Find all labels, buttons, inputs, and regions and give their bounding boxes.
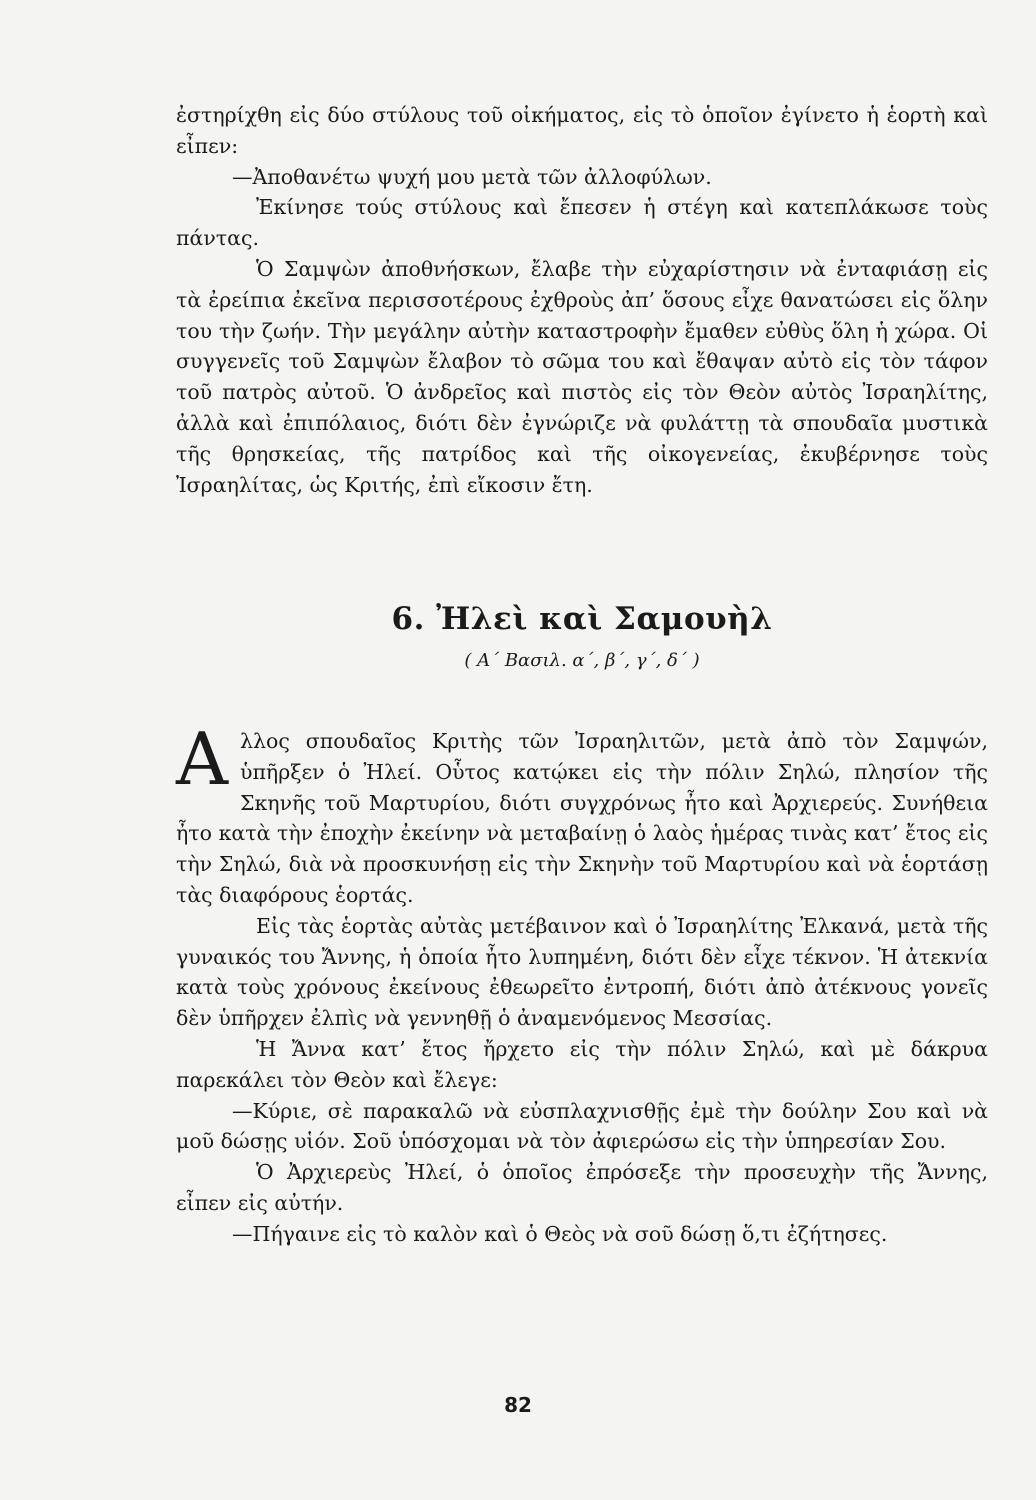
- previous-section-text: [176, 100, 988, 500]
- opening-paragraph-text: λλος σπουδαῖος Κριτὴς τῶν Ἰσραηλιτῶν, μετὰ ἀπὸ τὸν Σαμψών, ὑπῆρξεν ὁ Ἠλεί. Οὗτος κατῴκει εἰς τὴν πόλιν Σηλώ, πλησίον τῆς Σκηνῆς τοῦ Μαρτυρίου, διότι συγχρόνως ἦτο καὶ Ἀρχιερεύς. Συνήθεια ἦτο κατὰ τὴν ἐποχὴν ἐκείνην νὰ μεταβαίνῃ ὁ λαὸς ἡμέρας τινὰς κατ’ ἔτος εἰς τὴν Σηλώ, διὰ νὰ προσκυνήσῃ εἰς τὴν Σκηνὴν τοῦ Μαρτυρίου καὶ νὰ ἑορτάσῃ τὰς διαφόρους ἑορτάς.: [176, 729, 988, 907]
- quote-paragraph: —Πήγαινε εἰς τὸ καλὸν καὶ ὁ Θεὸς νὰ σοῦ δώσῃ ὅ,τι ἐζήτησες.: [232, 1221, 888, 1246]
- paragraph: Ὁ Ἀρχιερεὺς Ἠλεί, ὁ ὁποῖος ἐπρόσεξε τὴν προσευχὴν τῆς Ἄννης, εἶπεν εἰς αὐτήν.: [176, 1160, 988, 1215]
- paragraph: Ἡ Ἄννα κατ’ ἔτος ἤρχετο εἰς τὴν πόλιν Σηλώ, καὶ μὲ δάκρυα παρεκάλει τὸν Θεὸν καὶ ἔλεγε:: [176, 1036, 988, 1092]
- scripture-reference: ( Α΄ Βασιλ. α΄, β΄, γ΄, δ΄ ): [464, 650, 700, 671]
- drop-cap: Α: [176, 717, 228, 801]
- paragraph: Ὁ Σαμψὼν ἀποθνήσκων, ἔλαβε τὴν εὐχαρίστησιν νὰ ἐνταφιάσῃ εἰς τὰ ἐρείπια ἐκεῖνα περισσοτέρους ἐχθροὺς ἀπ’ ὅσους εἶχε θανατώσει εἰς ὅλην του τὴν ζωήν. Τὴν μεγάλην αὐτὴν καταστροφὴν ἔμαθεν εὐθὺς ὅλη ἡ χώρα. Οἱ συγγενεῖς τοῦ Σαμψὼν ἔλαβον τὸ σῶμα του καὶ ἔθαψαν αὐτὸ εἰς τὸν τάφον τοῦ πατρὸς αὐτοῦ. Ὁ ἀνδρεῖος καὶ πιστὸς εἰς τὸν Θεὸν αὐτὸς Ἰσραηλίτης, ἀλλὰ καὶ ἐπιπόλαιος, διότι δὲν ἐγνώριζε νὰ φυλάττῃ τὰ σπουδαῖα μυστικὰ τῆς θρησκείας, τῆς πατρίδος καὶ τῆς οἰκογενείας, ἐκυβέρνησε τοὺς Ἰσραηλίτας, ὡς Κριτής, ἐπὶ εἴκοσιν ἔτη.: [176, 256, 988, 497]
- section-title: 6. Ἠλεὶ καὶ Σαμουὴλ: [391, 601, 773, 637]
- paragraph: Εἰς τὰς ἑορτὰς αὐτὰς μετέβαινον καὶ ὁ Ἰσραηλίτης Ἐλκανά, μετὰ τῆς γυναικός του Ἄννης, ἡ ὁποία ἦτο λυπημένη, διότι δὲν εἶχε τέκνον. Ἡ ἀτεκνία κατὰ τοὺς χρόνους ἐκείνους ἐθεωρεῖτο ἐντροπή, διότι ἀπὸ ἀτέκνους γονεῖς δὲν ὑπῆρχεν ἐλπὶς νὰ γεννηθῇ ὁ ἀναμενόμενος Μεσσίας.: [176, 913, 988, 1031]
- quote-paragraph: —Ἀποθανέτω ψυχή μου μετὰ τῶν ἀλλοφύλων.: [232, 164, 712, 189]
- quote-paragraph: —Κύριε, σὲ παρακαλῶ νὰ εὐσπλαχνισθῇς ἐμὲ τὴν δούλην Σου καὶ νὰ μοῦ δώσῃς υἱόν. Σοῦ ὑπόσχομαι νὰ τὸν ἀφιερώσω εἰς τὴν ὑπηρεσίαν Σου.: [176, 1098, 988, 1154]
- opening-paragraph: [176, 717, 988, 911]
- paragraph: ἐστηρίχθη εἰς δύο στύλους τοῦ οἰκήματος, εἰς τὸ ὁποῖον ἐγίνετο ἡ ἑορτὴ καὶ εἶπεν:: [176, 103, 988, 158]
- paragraph: Ἐκίνησε τούς στύλους καὶ ἔπεσεν ἡ στέγη καὶ κατεπλάκωσε τοὺς πάντας.: [176, 195, 988, 251]
- page-number: 82: [504, 1393, 532, 1417]
- section-body: [176, 717, 988, 1250]
